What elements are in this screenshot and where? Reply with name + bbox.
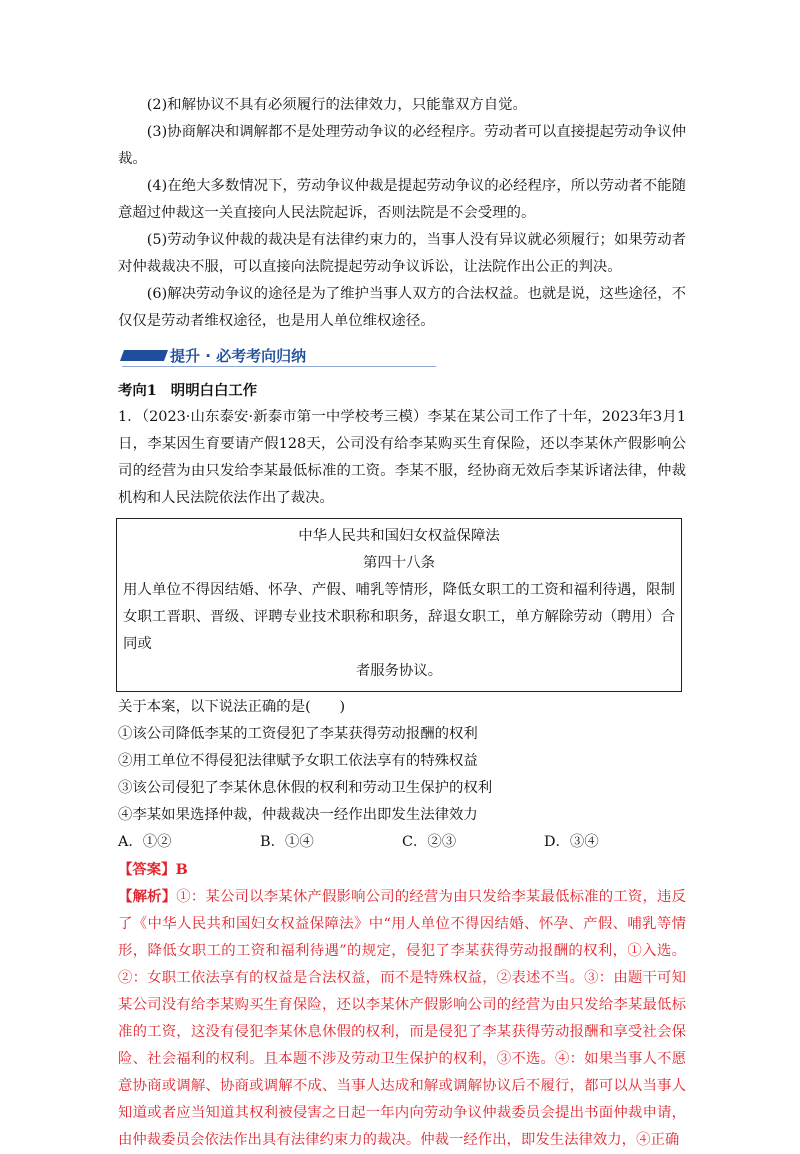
answer-value: B — [175, 861, 188, 878]
answer-label: 【答案】 — [118, 861, 176, 878]
page-content — [118, 92, 686, 1154]
analysis-label: 【解析】 — [118, 888, 177, 905]
point-6: (6)解决劳动争议的途径是为了维护当事人双方的合法权益。也就是说，这些途径，不仅仅是劳动者维权途径，也是用人单位维权途径。 — [118, 286, 686, 329]
analysis-text: ①：某公司以李某休产假影响公司的经营为由只发给李某最低标准的工资，违反了《中华人民共和国妇女权益保障法》中“用人单位不得因结婚、怀孕、产假、哺乳等情形，降低女职工的工资和福利待遇”的规定，侵犯了李某获得劳动报酬的权利，①入选。②：女职工依法享有的权益是合法权益，而不是特殊权益，②表述不当。③：由题干可知某公司没有给李某购买生育保险，还以李某休产假影响公司的经营为由只发给李某最低标准的工资，这没有侵犯李某休息休假的权利，而是侵犯了李某获得劳动报酬和享受社会保险、社会福利的权利。且本题不涉及劳动卫生保护的权利，③不选。④：如果当事人不愿意协商或调解、协商或调解不成、当事人达成和解或调解协议后不履行，都可以从当事人知道或者应当知道其权利被侵害之日起一年内向劳动争议仲裁委员会提出书面仲裁申请，由仲裁委员会依法作出具有法律约束力的裁决。仲裁一经作出，即发生法律效力，④正确 — [118, 889, 686, 1148]
statement-1: ①该公司降低李某的工资侵犯了李某获得劳动报酬的权利 — [118, 726, 478, 742]
answer-options — [118, 829, 686, 856]
law-body: 用人单位不得因结婚、怀孕、产假、哺乳等情形，降低女职工的工资和福利待遇，限制女职工晋职、晋级、评聘专业技术职称和职务，辞退女职工，单方解除劳动（聘用）合同或 — [123, 582, 675, 652]
point-4: (4)在绝大多数情况下，劳动争议仲裁是提起劳动争议的必经程序，所以劳动者不能随意超过仲裁这一关直接向人民法院起诉，否则法院是不会受理的。 — [118, 178, 686, 221]
banner-title: 提升 · 必考考向归纳 — [170, 347, 307, 365]
law-article: 第四十八条 — [363, 555, 435, 571]
statement-2: ②用工单位不得侵犯法律赋予女职工依法享有的特殊权益 — [118, 753, 478, 769]
point-3: (3)协商解决和调解都不是处理劳动争议的必经程序。劳动者可以直接提起劳动争议仲裁。 — [118, 124, 686, 167]
statement-3: ③该公司侵犯了李某休息休假的权利和劳动卫生保护的权利 — [118, 780, 493, 796]
question-prompt: 关于本案，以下说法正确的是( ) — [118, 699, 346, 715]
section-banner — [118, 345, 686, 367]
point-5: (5)劳动争议仲裁的裁决是有法律约束力的，当事人没有异议就必须履行；如果劳动者对仲裁裁决不服，可以直接向法院提起劳动争议诉讼，让法院作出公正的判决。 — [118, 232, 686, 275]
answer-line — [118, 856, 686, 883]
point-2: (2)和解协议不具有必须履行的法律效力，只能靠双方自觉。 — [146, 97, 527, 113]
statement-4: ④李某如果选择仲裁，仲裁裁决一经作出即发生法律效力 — [118, 807, 478, 823]
section-heading — [118, 377, 686, 404]
analysis-paragraph — [118, 883, 686, 1154]
option-a: A．①② — [118, 834, 172, 850]
option-d: D．③④ — [544, 834, 599, 850]
law-excerpt-box — [116, 518, 682, 692]
section-label: 考向1 — [118, 382, 157, 399]
law-title: 中华人民共和国妇女权益保障法 — [298, 528, 500, 544]
banner-underline — [122, 366, 436, 367]
section-title: 明明白白工作 — [170, 382, 258, 399]
option-c: C．②③ — [402, 834, 457, 850]
question-stem: 1．（2023·山东泰安·新泰市第一中学校考三模）李某在某公司工作了十年，2023年3月1日，李某因生育要请产假128天，公司没有给李某购买生育保险，还以李某休产假影响公司的经营为由只发给李某最低标准的工资。李某不服，经协商无效后李某诉诸法律，仲裁机构和人民法院依法作出了裁决。 — [118, 409, 686, 506]
law-body-last: 者服务协议。 — [355, 663, 443, 679]
option-b: B．①④ — [260, 834, 314, 850]
banner-bar-decoration — [120, 350, 168, 361]
